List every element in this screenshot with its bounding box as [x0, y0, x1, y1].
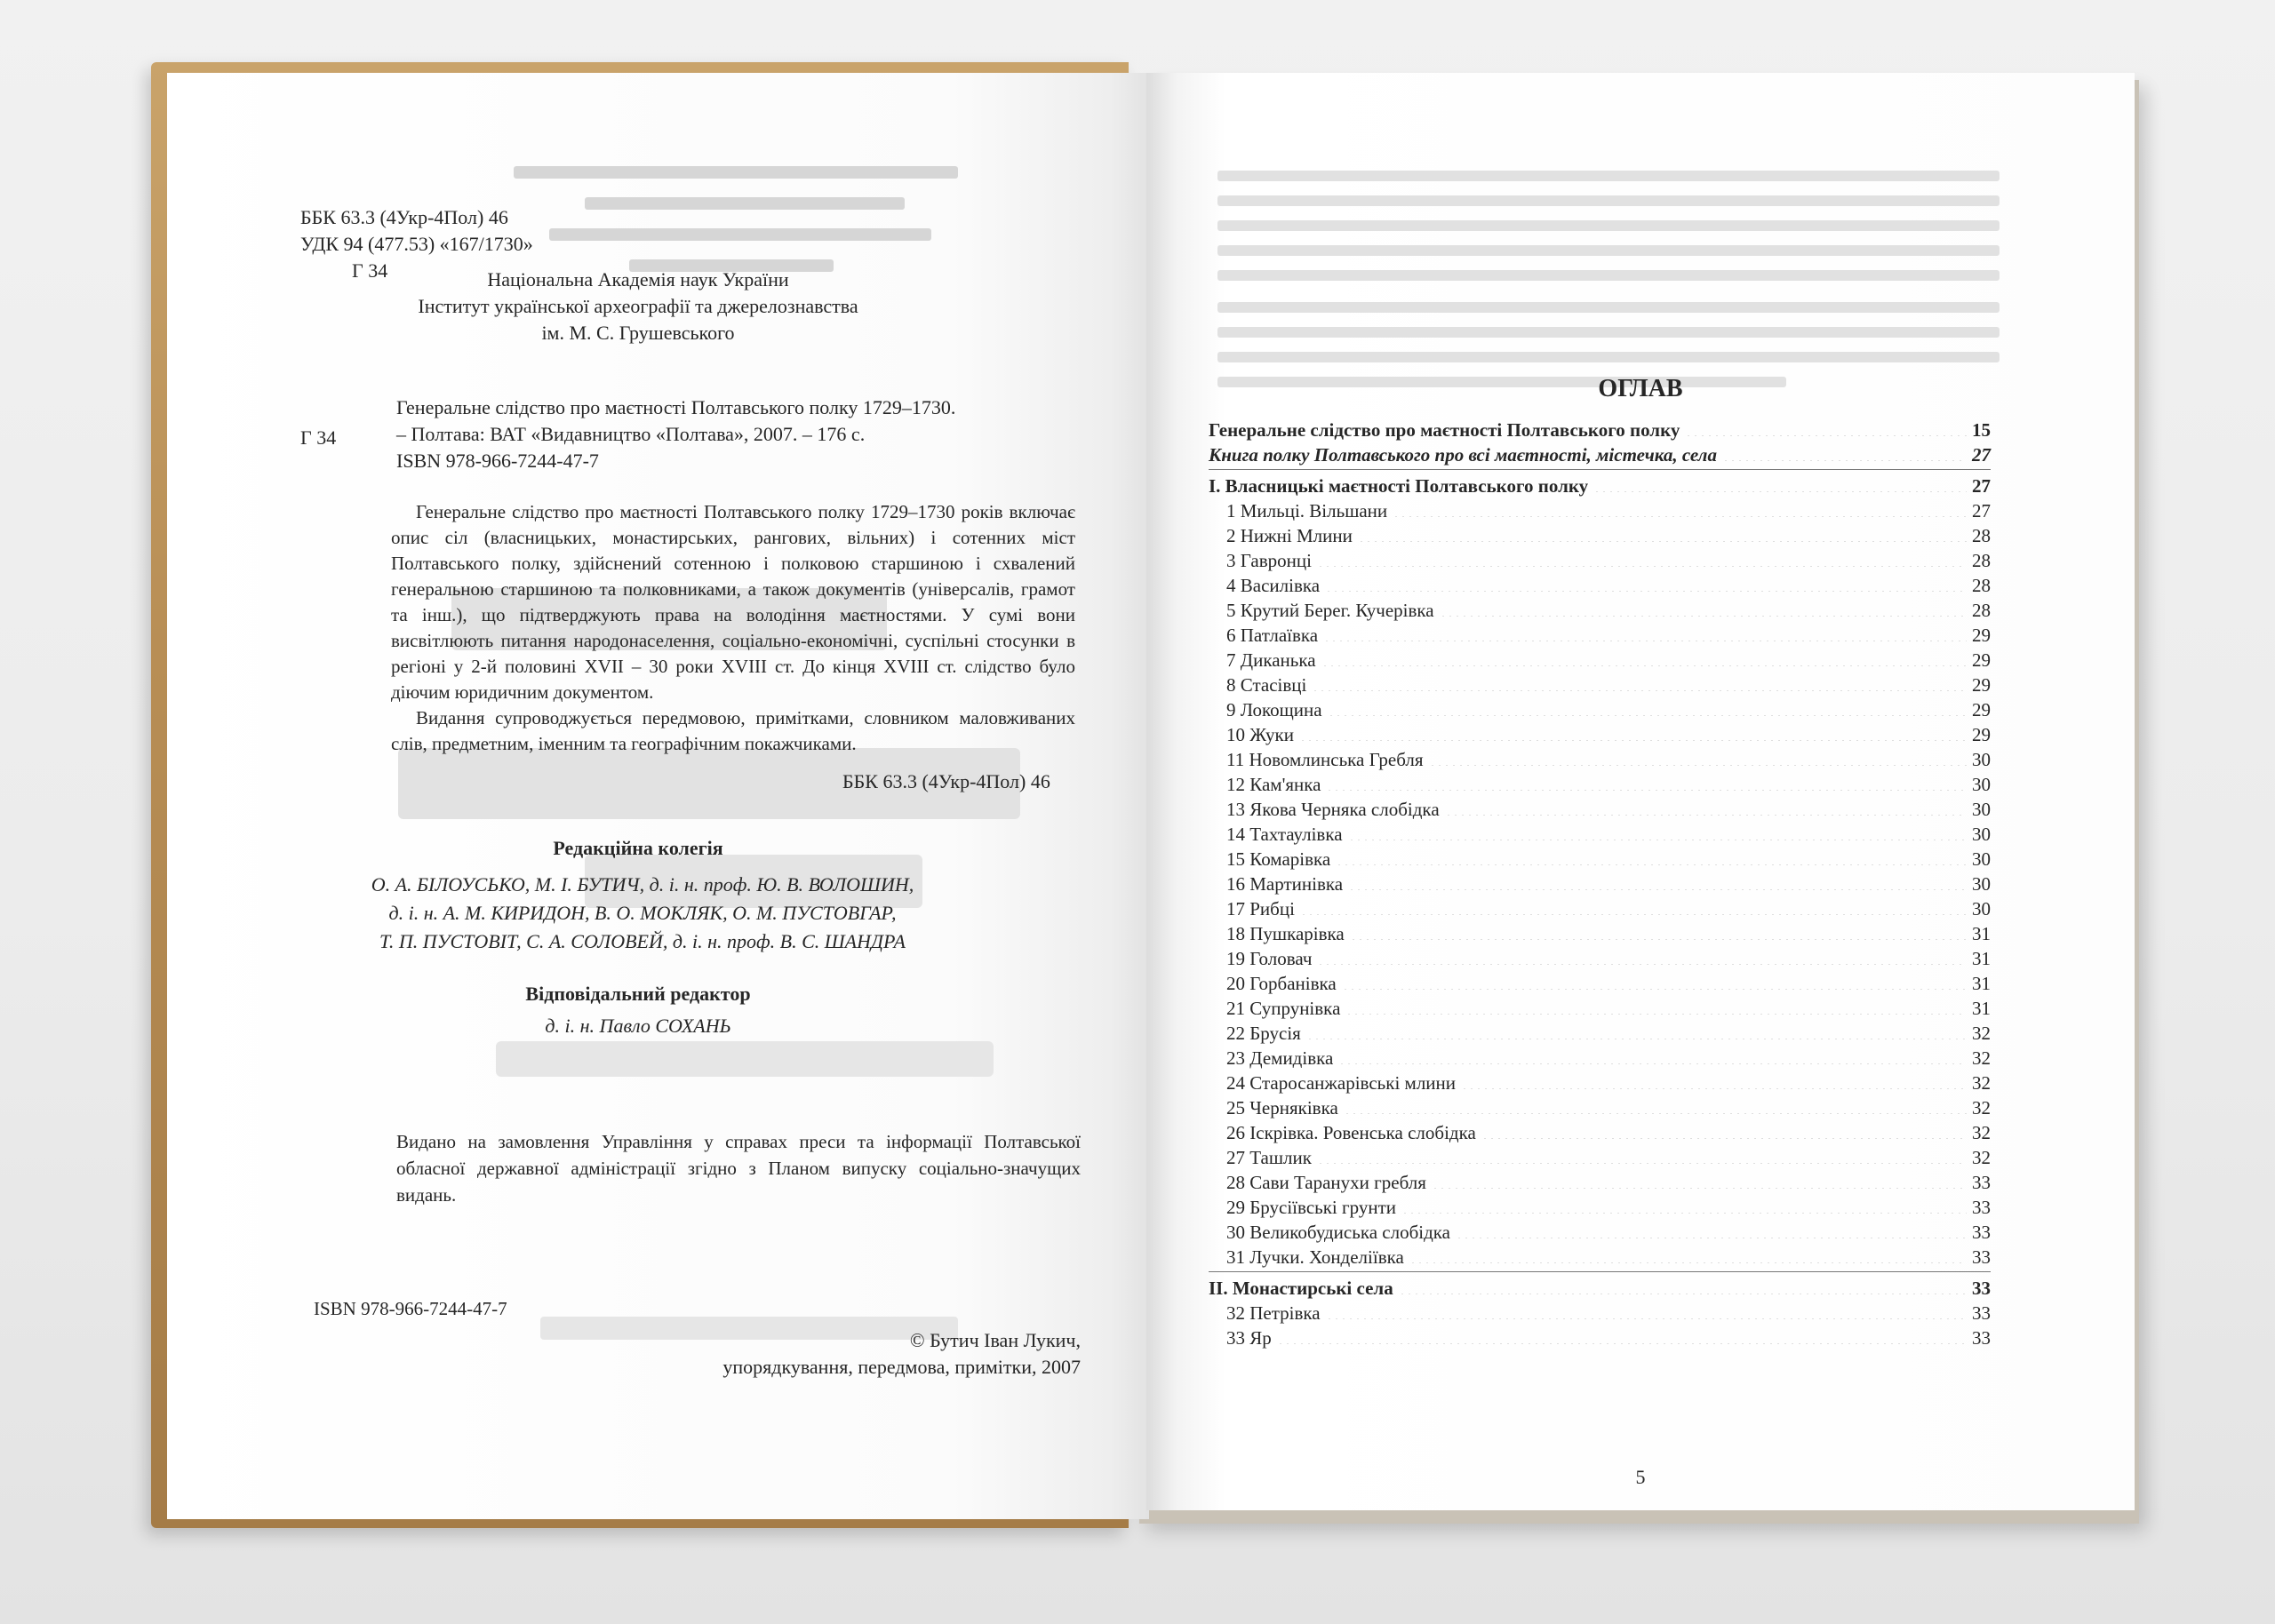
toc-dot-leader	[1445, 815, 1967, 816]
toc-item	[1209, 673, 1991, 697]
toc-entry-title: 5 Крутий Берег. Кучерівка	[1226, 600, 1434, 621]
toc-entry-title: 30 Великобудиська слобідка	[1226, 1222, 1450, 1243]
toc-page-number: 27	[1972, 500, 1991, 521]
org-line-3: ім. М. С. Грушевського	[541, 322, 735, 344]
toc-dot-leader	[1350, 939, 1967, 940]
toc-entry-title: 6 Патлаївка	[1226, 625, 1319, 646]
copyright-line-1: © Бутич Іван Лукич,	[909, 1329, 1081, 1351]
toc-page-number: 28	[1972, 600, 1991, 621]
toc-dot-leader	[1338, 1063, 1967, 1064]
toc-entry-title: 16 Мартинівка	[1226, 873, 1344, 895]
toc-dot-leader	[1317, 964, 1967, 965]
toc-dot-leader	[1299, 740, 1967, 741]
toc-section	[1209, 442, 1991, 467]
toc-dot-leader	[1481, 1138, 1967, 1139]
toc-separator	[1209, 1271, 1991, 1272]
toc-page-number: 33	[1972, 1278, 1991, 1299]
toc-entry-title: І. Власницькі маєтності Полтавського полку	[1209, 475, 1589, 497]
toc-dot-leader	[1326, 790, 1967, 791]
toc-dot-leader	[1358, 541, 1967, 542]
toc-section	[1209, 474, 1991, 498]
toc-dot-leader	[1345, 1014, 1967, 1015]
toc-entry-title: 7 Диканька	[1226, 649, 1316, 671]
catalog-code: Г 34	[300, 426, 337, 449]
responsible-editor-title: Відповідальний редактор	[525, 983, 751, 1005]
toc-item	[1209, 822, 1991, 847]
udk-code: УДК 94 (477.53) «167/1730»	[300, 233, 533, 255]
org-line-1: Національна Академія наук України	[487, 268, 789, 291]
toc-page-number: 30	[1972, 824, 1991, 845]
toc-entry-title: 33 Яр	[1226, 1327, 1272, 1349]
toc-entry-title: 3 Гавронці	[1226, 550, 1312, 571]
toc-page-number: 29	[1972, 649, 1991, 671]
toc-entry-title: 17 Рибці	[1226, 898, 1295, 919]
toc-dot-leader	[1342, 989, 1967, 990]
isbn: ISBN 978-966-7244-47-7	[314, 1298, 507, 1319]
toc-dot-leader	[1326, 1318, 1967, 1319]
toc-item	[1209, 797, 1991, 822]
toc-item	[1209, 971, 1991, 996]
toc-separator	[1209, 469, 1991, 470]
toc-item	[1209, 747, 1991, 772]
toc-dot-leader	[1722, 460, 1967, 461]
toc-entry-title: 11 Новомлинська Гребля	[1226, 749, 1424, 770]
toc-entry-title: 9 Локощина	[1226, 699, 1322, 720]
abstract-paragraph-1: Генеральне слідство про маєтності Полтавського полку 1729–1730 років включає опис сіл (власницьких, монастирських, рангових, вільних) і сотенних міст Полтавського полку, здійснений сотенною і полковою старшиною і схвалений генеральною старшиною та полковниками, а також документів (універсалів, грамот та інш.), що підтверджують права на володіння маєтностями. У сумі вони висвітлюють питання народонаселення, соціально-економічні, суспільні стосунки в регіоні у 2-й половині XVII – 30 роки XVIII ст. До кінця XVIII ст. слідство було діючим юридичним документом.	[391, 501, 1075, 703]
org-line-2: Інститут української археографії та джерелознавства	[418, 295, 858, 317]
toc-item	[1209, 1145, 1991, 1170]
toc-page-number: 29	[1972, 674, 1991, 696]
toc-item	[1209, 648, 1991, 673]
toc-page-number: 30	[1972, 898, 1991, 919]
toc-item	[1209, 1325, 1991, 1350]
toc-entry-title: 2 Нижні Млини	[1226, 525, 1353, 546]
toc-entry-title: 32 Петрівка	[1226, 1302, 1321, 1324]
toc-item	[1209, 523, 1991, 548]
board-line-3: Т. П. ПУСТОВІТ, С. А. СОЛОВЕЙ, д. і. н. проф. В. С. ШАНДРА	[379, 930, 906, 952]
toc-dot-leader	[1348, 889, 1967, 890]
toc-entry-title: ІІ. Монастирські села	[1209, 1278, 1393, 1299]
toc-dot-leader	[1593, 491, 1967, 492]
right-page	[1146, 73, 2135, 1510]
toc-item	[1209, 1095, 1991, 1120]
toc-item	[1209, 847, 1991, 872]
toc-page-number: 33	[1972, 1197, 1991, 1218]
toc-page-number: 33	[1972, 1327, 1991, 1349]
board-line-2: д. і. н. А. М. КИРИДОН, В. О. МОКЛЯК, О. М. ПУСТОВГАР,	[388, 902, 897, 924]
toc-dot-leader	[1336, 864, 1967, 865]
bbk-code-right: ББК 63.3 (4Укр-4Пол) 46	[842, 770, 1050, 792]
toc-item	[1209, 872, 1991, 896]
toc-entry-title: 8 Стасівці	[1226, 674, 1307, 696]
toc-item	[1209, 921, 1991, 946]
toc-dot-leader	[1344, 1113, 1967, 1114]
toc-page-number: 32	[1972, 1147, 1991, 1168]
toc-entry-title: 31 Лучки. Хонделіївка	[1226, 1246, 1404, 1268]
toc-dot-leader	[1317, 1163, 1967, 1164]
toc-dot-leader	[1461, 1088, 1967, 1089]
toc-page-number: 33	[1972, 1172, 1991, 1193]
toc-entry-title: 1 Мильці. Вільшани	[1226, 500, 1388, 521]
toc-entry-title: Генеральне слідство про маєтності Полтавського полку	[1209, 419, 1680, 441]
toc-section	[1209, 1276, 1991, 1301]
toc-entry-title: 27 Ташлик	[1226, 1147, 1312, 1168]
toc-dot-leader	[1300, 914, 1967, 915]
toc-page-number: 32	[1972, 1047, 1991, 1069]
toc-page-number: 30	[1972, 774, 1991, 795]
toc-page-number: 30	[1972, 848, 1991, 870]
toc-dot-leader	[1277, 1343, 1967, 1344]
toc-item	[1209, 1120, 1991, 1145]
toc-item	[1209, 1195, 1991, 1220]
toc-dot-leader	[1409, 1262, 1967, 1263]
board-line-1: О. А. БІЛОУСЬКО, М. І. БУТИЧ, д. і. н. проф. Ю. В. ВОЛОШИН,	[371, 873, 914, 896]
toc-item	[1209, 573, 1991, 598]
toc-entry-title: 15 Комарівка	[1226, 848, 1331, 870]
toc-entry-title: 21 Супрунівка	[1226, 998, 1341, 1019]
toc-entry-title: 25 Черняківка	[1226, 1097, 1338, 1118]
bbk-code: ББК 63.3 (4Укр-4Пол) 46	[300, 206, 508, 228]
toc-item	[1209, 1220, 1991, 1245]
toc-entry-title: 28 Сави Таранухи гребля	[1226, 1172, 1426, 1193]
toc-dot-leader	[1429, 765, 1967, 766]
organization	[389, 267, 887, 346]
toc-item	[1209, 772, 1991, 797]
abstract-paragraph-2: Видання супроводжується передмовою, примітками, словником маловживаних слів, предметним, іменним та географічним покажчиками.	[391, 707, 1075, 754]
toc-page-number: 30	[1972, 799, 1991, 820]
toc-page-number: 32	[1972, 1072, 1991, 1094]
toc-entry-title: Книга полку Полтавського про всі маєтності, містечка, села	[1209, 444, 1717, 466]
order-note: Видано на замовлення Управління у справах преси та інформації Полтавської обласної державної адміністрації згідно з Планом випуску соціально-значущих видань.	[396, 1131, 1081, 1206]
toc-entry-title: 20 Горбанівка	[1226, 973, 1337, 994]
toc-item	[1209, 623, 1991, 648]
toc-item	[1209, 1170, 1991, 1195]
toc-item	[1209, 896, 1991, 921]
toc-page-number: 31	[1972, 948, 1991, 969]
editorial-board-title: Редакційна колегія	[553, 837, 723, 859]
toc-page-number: 31	[1972, 998, 1991, 1019]
left-page	[167, 73, 1149, 1519]
toc-section	[1209, 418, 1991, 442]
toc-page-number: 27	[1972, 475, 1991, 497]
copyright	[585, 1327, 1081, 1381]
toc-page-number: 30	[1972, 749, 1991, 770]
toc-page-number: 15	[1972, 419, 1991, 441]
toc-dot-leader	[1401, 1213, 1967, 1214]
toc-dot-leader	[1321, 665, 1967, 666]
abstract	[391, 499, 1075, 757]
toc-dot-leader	[1440, 616, 1967, 617]
toc-title: ОГЛАВ	[1598, 375, 1683, 402]
toc-entry-title: 4 Василівка	[1226, 575, 1321, 596]
toc-entry-title: 26 Іскрівка. Ровенська слобідка	[1226, 1122, 1476, 1143]
table-of-contents	[1209, 418, 1991, 1350]
toc-page-number: 29	[1972, 625, 1991, 646]
toc-item	[1209, 996, 1991, 1021]
toc-page-number: 30	[1972, 873, 1991, 895]
toc-entry-title: 10 Жуки	[1226, 724, 1294, 745]
toc-page-number: 32	[1972, 1023, 1991, 1044]
toc-page-number: 28	[1972, 525, 1991, 546]
editorial-board-members	[300, 871, 985, 956]
toc-page-number: 29	[1972, 724, 1991, 745]
toc-item	[1209, 946, 1991, 971]
catalog-line-2: – Полтава: ВАТ «Видавництво «Полтава», 2007. – 176 с.	[396, 423, 866, 445]
toc-dot-leader	[1325, 591, 1967, 592]
toc-page-number: 31	[1972, 923, 1991, 944]
page-number: 5	[1635, 1466, 1646, 1488]
toc-entry-title: 23 Демидівка	[1226, 1047, 1334, 1069]
toc-page-number: 32	[1972, 1122, 1991, 1143]
toc-page-number: 28	[1972, 575, 1991, 596]
toc-entry-title: 22 Брусія	[1226, 1023, 1301, 1044]
toc-page-number: 32	[1972, 1097, 1991, 1118]
catalog-entry	[396, 394, 1098, 474]
toc-item	[1209, 1301, 1991, 1325]
toc-item	[1209, 1071, 1991, 1095]
catalog-line-1: Генеральне слідство про маєтності Полтавського полку 1729–1730.	[396, 396, 956, 418]
toc-entry-title: 14 Тахтаулівка	[1226, 824, 1343, 845]
toc-page-number: 27	[1972, 444, 1991, 466]
toc-item	[1209, 598, 1991, 623]
toc-dot-leader	[1432, 1188, 1967, 1189]
toc-item	[1209, 548, 1991, 573]
toc-item	[1209, 1245, 1991, 1270]
toc-entry-title: 18 Пушкарівка	[1226, 923, 1345, 944]
toc-entry-title: 29 Брусіївські грунти	[1226, 1197, 1396, 1218]
catalog-isbn: ISBN 978-966-7244-47-7	[396, 450, 599, 472]
toc-item	[1209, 1021, 1991, 1046]
toc-item	[1209, 697, 1991, 722]
toc-dot-leader	[1312, 690, 1967, 691]
toc-page-number: 33	[1972, 1302, 1991, 1324]
toc-page-number: 33	[1972, 1222, 1991, 1243]
toc-dot-leader	[1328, 715, 1967, 716]
toc-page-number: 33	[1972, 1246, 1991, 1268]
responsible-editor-name: д. і. н. Павло СОХАНЬ	[545, 1015, 731, 1037]
toc-entry-title: 12 Кам'янка	[1226, 774, 1321, 795]
toc-dot-leader	[1317, 566, 1967, 567]
toc-entry-title: 24 Старосанжарівські млини	[1226, 1072, 1457, 1094]
toc-item	[1209, 722, 1991, 747]
toc-entry-title: 19 Головач	[1226, 948, 1313, 969]
toc-page-number: 29	[1972, 699, 1991, 720]
toc-dot-leader	[1685, 435, 1967, 436]
toc-item	[1209, 1046, 1991, 1071]
toc-page-number: 28	[1972, 550, 1991, 571]
author-mark: Г 34	[352, 259, 388, 282]
toc-item	[1209, 498, 1991, 523]
toc-entry-title: 13 Якова Черняка слобідка	[1226, 799, 1440, 820]
toc-page-number: 31	[1972, 973, 1991, 994]
copyright-line-2: упорядкування, передмова, примітки, 2007	[722, 1356, 1081, 1378]
toc-dot-leader	[1393, 516, 1967, 517]
